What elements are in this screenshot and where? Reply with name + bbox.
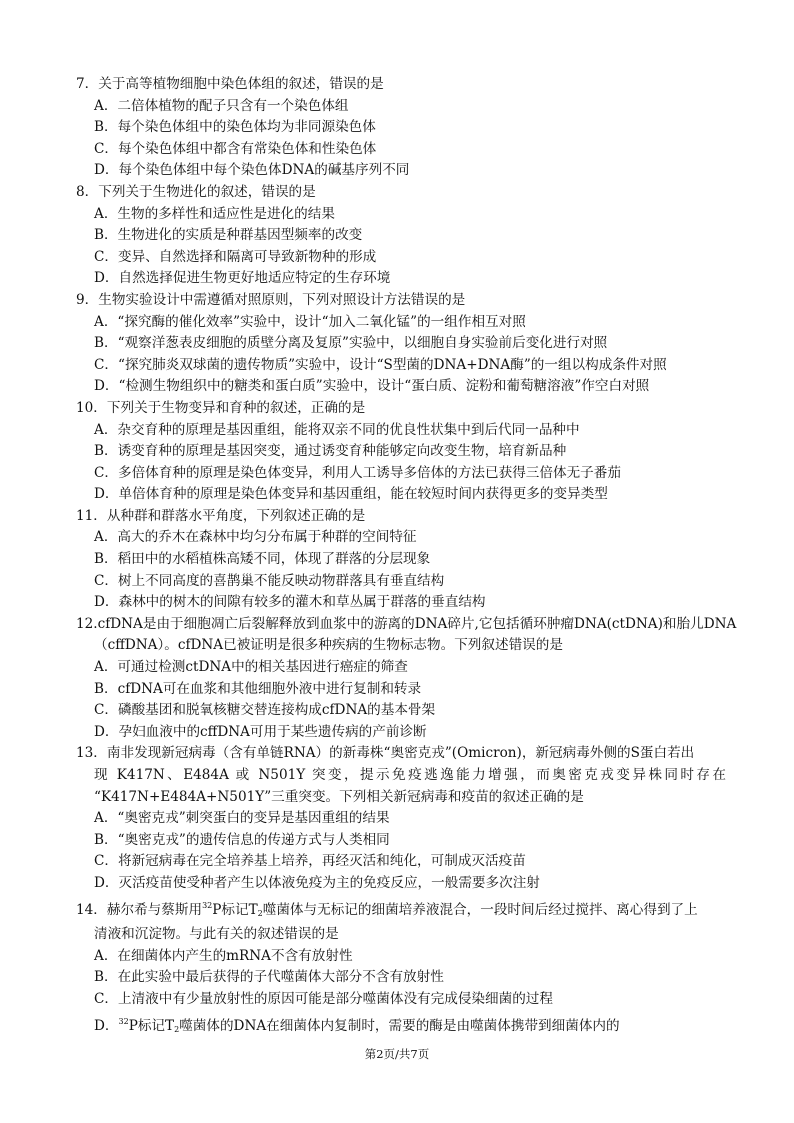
option-a: A．“探究酶的催化效率”实验中，设计“加入二氧化锰”的一组作相互对照 (94, 313, 526, 330)
page-footer: 第2页/共7页 (364, 1047, 430, 1061)
option-a: A．在细菌体内产生的mRNA不含有放射性 (94, 947, 353, 964)
option-b: B．cfDNA可在血浆和其他细胞外液中进行复制和转录 (94, 680, 422, 697)
option-b: B．在此实验中最后获得的子代噬菌体大部分不含有放射性 (94, 969, 444, 986)
option-a: A．生物的多样性和适应性是进化的结果 (94, 205, 335, 222)
isotope-superscript: 32 (202, 900, 213, 910)
option-a: A．高大的乔木在森林中均匀分布属于种群的空间特征 (94, 529, 417, 546)
phage-subscript: 2 (257, 908, 263, 918)
question-stem-line-1: 13．南非发现新冠病毒（含有单链RNA）的新毒株“奥密克戎”(Omicron)，新冠病毒外侧的S蛋白若出 (76, 745, 695, 762)
stem-text: 噬菌体与无标记的细菌培养液混合，一段时间后经过搅拌、离心得到了上 (262, 901, 698, 918)
option-c: C．树上不同高度的喜鹊巢不能反映动物群落具有垂直结构 (94, 572, 445, 589)
question-12 (76, 614, 737, 744)
option-a: A．可通过检测ctDNA中的相关基因进行癌症的筛查 (94, 659, 408, 676)
option-c: C．磷酸基团和脱氧核糖交替连接构成cfDNA的基本骨架 (94, 702, 436, 719)
option-c: C．将新冠病毒在完全培养基上培养，再经灭活和纯化，可制成灭活疫苗 (94, 853, 526, 870)
option-b: B．生物进化的实质是种群基因型频率的改变 (94, 227, 363, 244)
question-stem: 11．从种群和群落水平角度，下列叙述正确的是 (76, 507, 366, 524)
option-text: D． (94, 1017, 119, 1034)
option-c: C．“探究肺炎双球菌的遗传物质”实验中，设计“S型菌的DNA+DNA酶”的一组以构成条件对照 (94, 356, 667, 373)
question-9 (76, 290, 726, 398)
option-d (76, 1011, 726, 1041)
option-a: A．杂交育种的原理是基因重组，能将双亲不同的优良性状集中到后代同一品种中 (94, 421, 580, 438)
question-stem-line-2: 现 K417N、E484A 或 N501Y 突变，提示免疫逃逸能力增强，而奥密克戎变异株同时存在 (94, 767, 726, 783)
option-d: D．森林中的树木的间隙有较多的灌木和草丛属于群落的垂直结构 (94, 594, 486, 611)
question-stem-line-2: 清液和沉淀物。与此有关的叙述错误的是 (94, 926, 339, 943)
option-c: C．多倍体育种的原理是染色体变异，利用人工诱导多倍体的方法已获得三倍体无子番茄 (94, 464, 621, 481)
option-b: B．“观察洋葱表皮细胞的质壁分离及复原”实验中，以细胞自身实验前后变化进行对照 (94, 335, 608, 352)
option-b: B．“奥密克戎”的遗传信息的传递方式与人类相同 (94, 831, 390, 848)
question-stem-line-2: （cffDNA）。cfDNA已被证明是很多种疾病的生物标志物。下列叙述错误的是 (94, 637, 563, 654)
option-a: A．“奥密克戎”刺突蛋白的变异是基因重组的结果 (94, 810, 390, 827)
option-d: D．每个染色体组中每个染色体DNA的碱基序列不同 (94, 162, 410, 179)
question-stem: 7．关于高等植物细胞中染色体组的叙述，错误的是 (76, 76, 384, 92)
stem-text: P标记T (212, 901, 258, 918)
option-text: 噬菌体的DNA在细菌体内复制时，需要的酶是由噬菌体携带到细菌体内的 (179, 1017, 620, 1034)
question-8 (76, 182, 726, 290)
option-b: B．稻田中的水稻植株高矮不同，体现了群落的分层现象 (94, 551, 431, 568)
option-d: D．单倍体育种的原理是染色体变异和基因重组，能在较短时间内获得更多的变异类型 (94, 486, 608, 503)
question-stem: 9．生物实验设计中需遵循对照原则，下列对照设计方法错误的是 (76, 291, 466, 308)
option-b: B．每个染色体组中的染色体均为非同源染色体 (94, 119, 376, 136)
question-list (76, 74, 737, 1040)
option-c: C．变异、自然选择和隔离可导致新物种的形成 (94, 248, 377, 265)
question-11 (76, 506, 726, 614)
phage-subscript: 2 (174, 1024, 180, 1034)
question-stem: 8．下列关于生物进化的叙述，错误的是 (76, 183, 316, 200)
option-a: A．二倍体植物的配子只含有一个染色体组 (94, 97, 349, 114)
question-13 (76, 743, 726, 894)
option-d: D．自然选择促进生物更好地适应特定的生存环境 (94, 270, 391, 287)
option-d: D．孕妇血液中的cffDNA可用于某些遗传病的产前诊断 (94, 723, 427, 740)
question-10 (76, 398, 726, 506)
question-stem-line-1 (76, 895, 726, 925)
option-d: D．“检测生物组织中的糖类和蛋白质”实验中，设计“蛋白质、淀粉和葡萄糖溶液”作空白对照 (94, 378, 650, 395)
option-d: D．灭活疫苗使受种者产生以体液免疫为主的免疫反应，一般需要多次注射 (94, 874, 540, 891)
question-stem: 10．下列关于生物变异和育种的叙述，正确的是 (76, 399, 366, 416)
stem-text: 14．赫尔希与蔡斯用 (76, 901, 203, 918)
question-stem-line-1: 12.cfDNA是由于细胞凋亡后裂解释放到血浆中的游离的DNA碎片,它包括循环肿瘤DNA(ctDNA)和胎儿DNA (76, 615, 737, 632)
option-b: B．诱变育种的原理是基因突变，通过诱变育种能够定向改变生物，培育新品种 (94, 443, 567, 460)
isotope-superscript: 32 (118, 1016, 129, 1026)
option-text: P标记T (128, 1017, 175, 1034)
option-c: C．上清液中有少量放射性的原因可能是部分噬菌体没有完成侵染细菌的过程 (94, 990, 553, 1007)
question-14 (76, 895, 726, 1041)
question-7 (76, 74, 726, 182)
question-stem-line-3: “K417N+E484A+N501Y”三重突变。下列相关新冠病毒和疫苗的叙述正确的是 (94, 788, 584, 805)
option-c: C．每个染色体组中都含有常染色体和性染色体 (94, 140, 377, 157)
